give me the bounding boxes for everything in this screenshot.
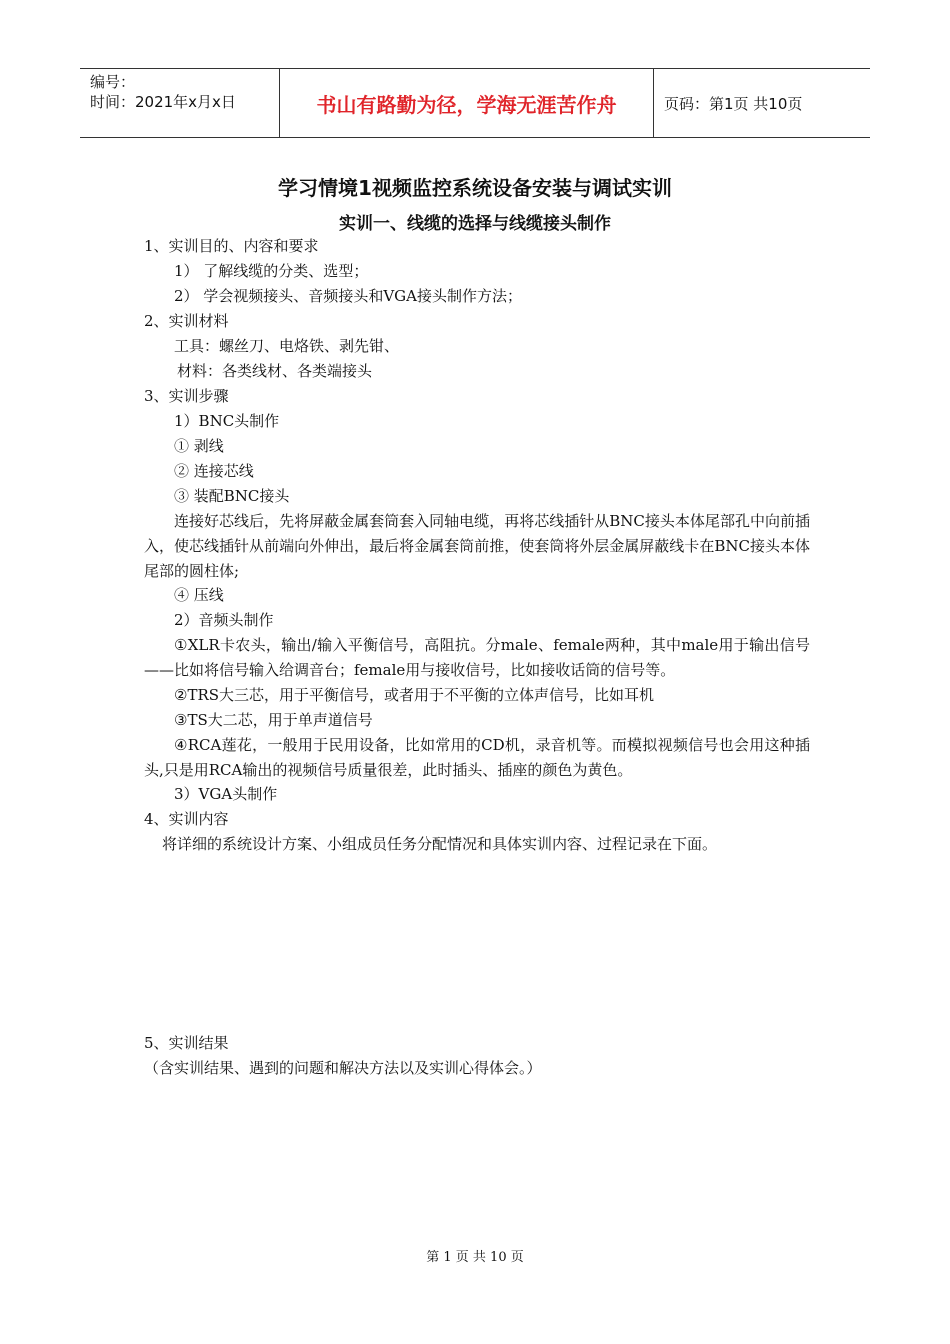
step-bnc-crimp: ④ 压线	[174, 586, 224, 604]
page-footer: 第 1 页 共 10 页	[426, 1250, 524, 1265]
section-2-tools: 工具：螺丝刀、电烙铁、剥先钳、	[174, 337, 400, 355]
paragraph-rca: ④RCA莲花，一般用于民用设备，比如常用的CD机，录音机等。而模拟视频信号也会用这种插头,只是用RCA输出的视频信号质量很差，此时插头、插座的颜色为黄色。	[144, 736, 810, 779]
paragraph-bnc-assembly: 连接好芯线后，先将屏蔽金属套筒套入同轴电缆，再将芯线插针从BNC接头本体尾部孔中向前插入，使芯线插针从前端向外伸出，最后将金属套筒前推，使套筒将外层金属屏蔽线卡在BNC接头本体尾部的圆柱体;	[144, 512, 810, 580]
section-4-heading: 4、实训内容	[144, 810, 229, 828]
step-bnc-heading: 1）BNC头制作	[174, 412, 280, 430]
header-page-info: 页码：第1页 共10页	[664, 94, 803, 113]
step-audio-trs: ②TRS大三芯，用于平衡信号，或者用于不平衡的立体声信号，比如耳机	[174, 686, 655, 704]
section-2-materials: 材料：各类线材、各类端接头	[177, 362, 373, 380]
paragraph-xlr: ①XLR卡农头，输出/输入平衡信号，高阻抗。分male、female两种，其中male用于输出信号——比如将信号输入给调音台；female用与接收信号，比如接收话筒的信号等。	[144, 636, 810, 679]
section-1-heading: 1、实训目的、内容和要求	[144, 237, 319, 255]
section-2-heading: 2、实训材料	[144, 312, 229, 330]
section-1-item-1: 1） 了解线缆的分类、选型；	[174, 262, 369, 280]
header-table	[80, 68, 870, 138]
step-audio-heading: 2）音频头制作	[174, 611, 274, 629]
step-vga-heading: 3）VGA头制作	[174, 785, 278, 803]
step-bnc-connect: ② 连接芯线	[174, 462, 254, 480]
header-motto: 书山有路勤为径，学海无涯苦作舟	[280, 69, 654, 137]
document-title: 学习情境1视频监控系统设备安装与调试实训	[278, 176, 672, 200]
section-5-heading: 5、实训结果	[144, 1034, 229, 1052]
step-bnc-strip: ① 剥线	[174, 437, 224, 455]
number-label: 编号：	[90, 73, 136, 91]
section-1-item-2: 2） 学会视频接头、音频接头和VGA接头制作方法；	[174, 287, 522, 305]
section-5-instruction: （含实训结果、遇到的问题和解决方法以及实训心得体会。）	[144, 1059, 542, 1077]
step-audio-ts: ③TS大二芯，用于单声道信号	[174, 711, 373, 729]
section-4-instruction: 将详细的系统设计方案、小组成员任务分配情况和具体实训内容、过程记录在下面。	[162, 835, 718, 853]
section-3-heading: 3、实训步骤	[144, 387, 229, 405]
document-subtitle: 实训一、线缆的选择与线缆接头制作	[339, 214, 611, 234]
step-bnc-assemble: ③ 装配BNC接头	[174, 487, 290, 505]
date-label: 时间：2021年x月x日	[90, 93, 236, 111]
header-meta	[80, 69, 280, 137]
